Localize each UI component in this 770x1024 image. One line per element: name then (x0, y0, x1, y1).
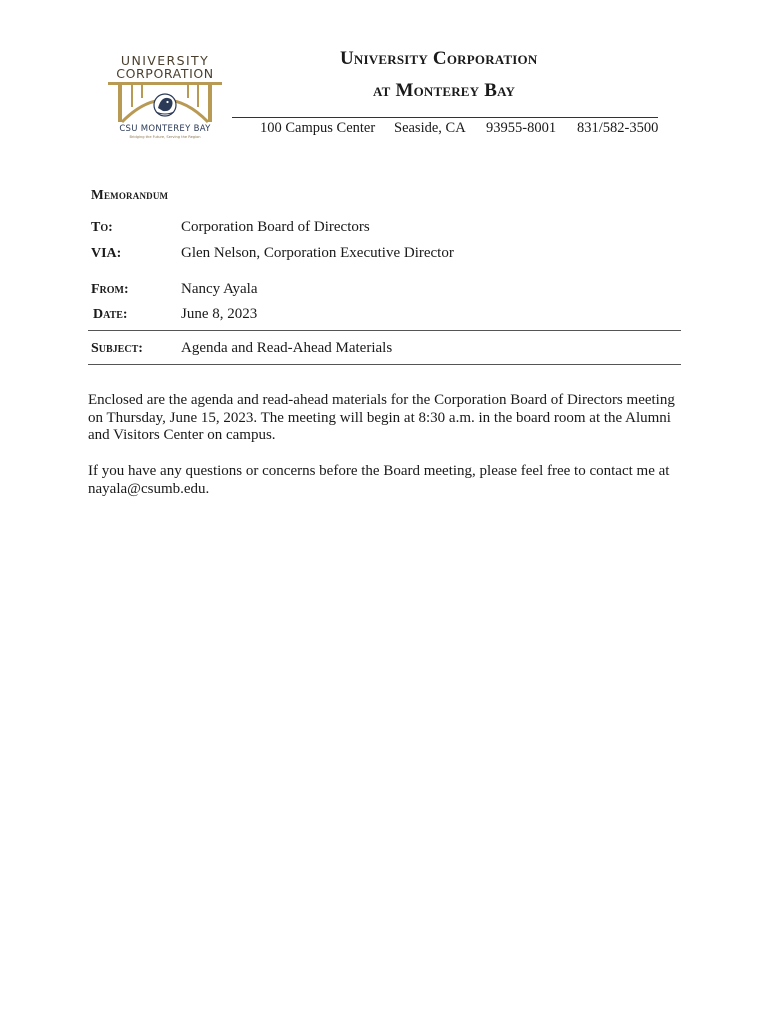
subject-label: Subject: (91, 341, 143, 356)
to-value: Corporation Board of Directors (181, 219, 370, 235)
via-value: Glen Nelson, Corporation Executive Director (181, 245, 454, 261)
date-label: Date: (93, 307, 128, 322)
logo-text-csumb: CSU MONTEREY BAY (119, 124, 211, 134)
subject-bottom-divider (88, 364, 681, 365)
logo-tagline: Bridging the Future, Serving the Region (129, 135, 201, 139)
subject-top-divider (88, 330, 681, 331)
date-value: June 8, 2023 (181, 306, 258, 322)
body-paragraph-2: If you have any questions or concerns before the Board meeting, please feel free to contact me at nayala@csumb.edu. (88, 463, 670, 497)
university-corporation-logo (104, 50, 226, 146)
organization-name-line2: at Monterey Bay (373, 80, 516, 101)
letterhead-divider (232, 117, 658, 118)
memo-title: Memorandum (91, 187, 169, 202)
via-label: VIA: (91, 246, 122, 261)
to-label: To: (91, 220, 113, 235)
contact-zip: 93955-8001 (486, 120, 557, 136)
body-paragraph-1: Enclosed are the agenda and read-ahead materials for the Corporation Board of Directors meeting on Thursday, June 15, 2023. The meeting will begin at 8:30 a.m. in the board room at the Alumni and Visitors Center on campus. (88, 392, 675, 443)
contact-address: 100 Campus Center (260, 120, 376, 136)
from-value: Nancy Ayala (181, 281, 258, 297)
logo-text-corporation: CORPORATION (116, 66, 214, 81)
from-label: From: (91, 282, 129, 297)
subject-value: Agenda and Read-Ahead Materials (181, 340, 393, 356)
contact-city: Seaside, CA (394, 120, 466, 136)
organization-name: University Corporation (340, 48, 538, 69)
contact-phone: 831/582-3500 (577, 120, 659, 136)
bridge-otter-logo-icon (104, 78, 226, 124)
logo-text-university: UNIVERSITY (120, 53, 210, 68)
